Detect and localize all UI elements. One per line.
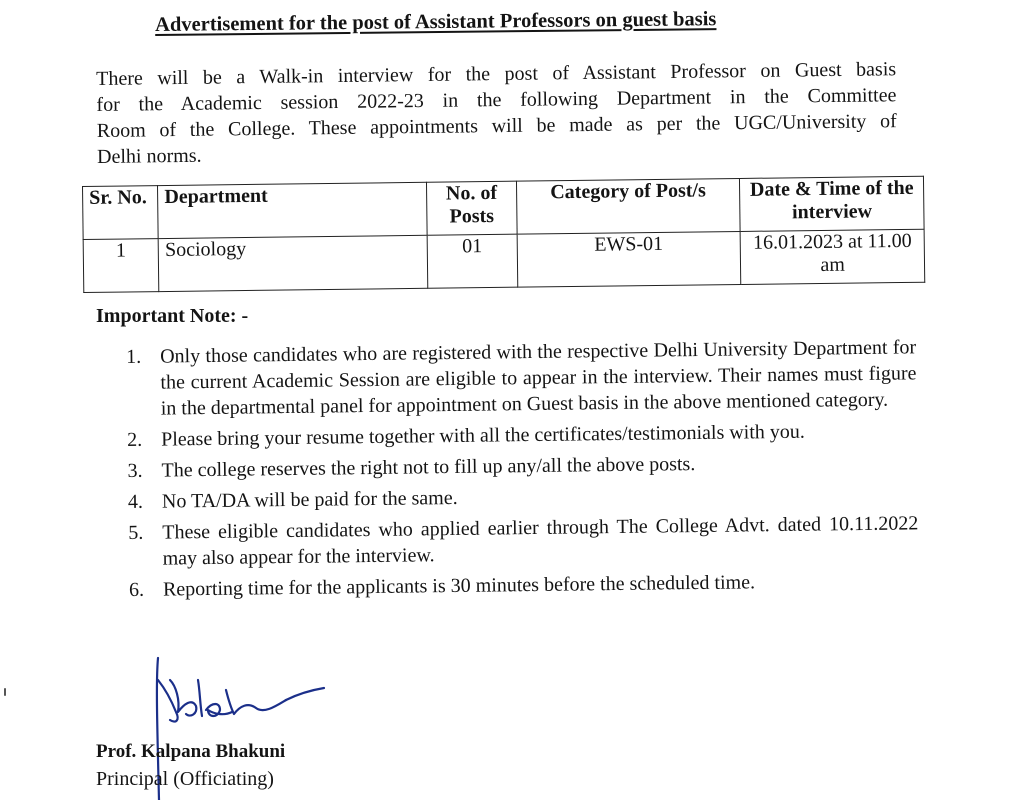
cell-no-of-posts: 01 [427,234,517,288]
header-date-time: Date & Time of the interview [740,176,924,231]
document-title: Advertisement for the post of Assistant Professors on guest basis [155,8,717,36]
cell-sr-no: 1 [83,239,159,293]
note-text: Reporting time for the applicants is 30 minutes before the scheduled time. [162,571,756,601]
note-text: Only those candidates who are registered with the respective Delhi University Department for the current Academic Session are eligible to appear in the interview. Their names must figure in the departmental panel for appointment on Guest basis in the above mentioned category. [160,336,917,420]
intro-paragraph [96,56,897,170]
note-text: Please bring your resume together with all the certificates/testimonials with you. [161,420,805,451]
intro-line-3: Room of the College. These appointments will be made as per the UGC/University of [96,110,897,142]
note-number: 6. [128,578,145,601]
interview-table [82,176,925,293]
note-text: These eligible candidates who applied earlier through The College Advt. dated 10.11.2022 may also appear for the interview. [162,512,919,570]
note-text: No TA/DA will be paid for the same. [161,486,458,513]
paper-speck [4,688,6,696]
signature-block [96,650,396,800]
table-row [83,229,925,292]
note-number: 1. [126,345,142,368]
notes-list [126,334,919,608]
note-text: The college reserves the right not to fill up any/all the above posts. [161,453,696,482]
list-item [126,334,917,422]
cell-date-time: 16.01.2023 at 11.00 am [740,229,924,284]
signatory-name: Prof. Kalpana Bhakuni [96,741,286,762]
list-item [128,510,919,572]
header-sr-no: Sr. No. [83,186,159,240]
intro-line-1: There will be a Walk-in interview for the post of Assistant Professor on Guest basis [96,58,897,90]
header-no-of-posts: No. of Posts [427,181,517,235]
interview-table-wrapper [82,176,925,293]
note-number: 3. [127,459,143,482]
important-note-heading: Important Note: - [96,305,249,327]
note-number: 4. [127,490,144,513]
note-number: 5. [128,521,144,544]
list-item [128,479,918,515]
header-category: Category of Post/s [516,178,740,234]
cell-category: EWS-01 [517,231,741,287]
header-department: Department [158,182,428,238]
list-item [127,448,917,484]
note-number: 2. [127,428,143,451]
intro-line-4: Delhi norms. [96,144,202,168]
list-item [127,417,917,453]
signatory-designation: Principal (Officiating) [96,768,274,790]
intro-line-2: for the Academic session 2022-23 in the following Department in the Committee [96,84,897,116]
list-item [129,567,919,603]
cell-department: Sociology [158,235,428,291]
